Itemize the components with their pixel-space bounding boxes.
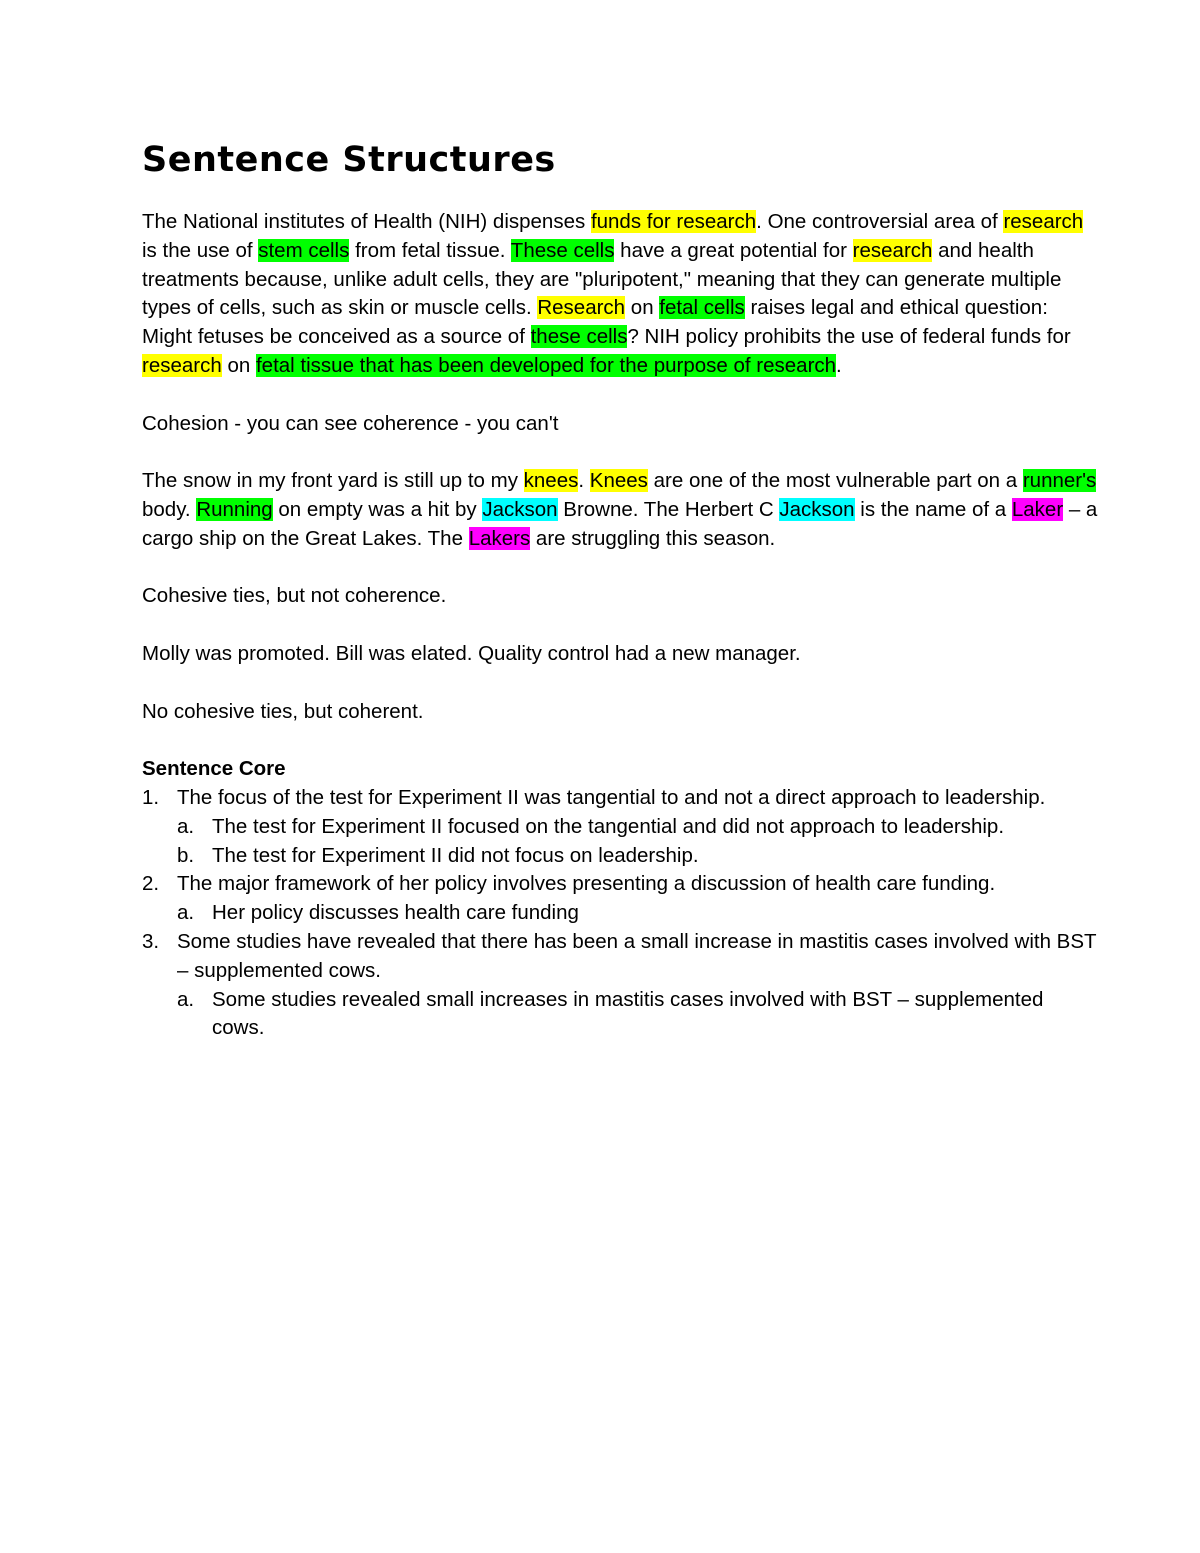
highlight-green: runner's — [1022, 469, 1097, 493]
text-run: and health treatments because, unlike adult cells, they are "pluripotent," meaning that they can generate multiple types of cells, such as skin or muscle cells. — [142, 238, 1062, 320]
text-run: have a great potential for — [614, 238, 853, 262]
spacer — [142, 611, 1100, 640]
list-item-text: The focus of the test for Experiment II was tangential to and not a direct approach to leadership. — [177, 785, 1046, 809]
sub-list-item — [142, 813, 1100, 842]
highlight-cyan: Jackson — [482, 497, 558, 521]
text-run: on — [625, 296, 660, 320]
list-item-text: Some studies have revealed that there has been a small increase in mastitis cases involved with BST – supplemented cows. — [177, 929, 1097, 982]
spacer — [142, 381, 1100, 410]
list-number: 3. — [142, 929, 160, 953]
sub-list-item-text: Some studies revealed small increases in mastitis cases involved with BST – supplemented cows. — [212, 987, 1044, 1040]
text-run: The National institutes of Health (NIH) dispenses — [142, 210, 591, 233]
highlight-magenta: Laker — [1011, 497, 1064, 521]
sentence-core-list — [142, 784, 1100, 1043]
list-item — [142, 870, 1100, 899]
text-run: are one of the most vulnerable part on a — [647, 469, 1023, 493]
text-run: is the use of — [142, 238, 259, 262]
highlight-green: fetal tissue that has been developed for the purpose of research — [255, 353, 837, 377]
text-run: on empty was a hit by — [272, 497, 483, 521]
text-run: on — [221, 353, 256, 377]
highlight-yellow: research — [142, 353, 222, 377]
example-molly: Molly was promoted. Bill was elated. Quality control had a new manager. — [142, 641, 801, 665]
highlight-green: stem cells — [258, 238, 350, 262]
text-run: . One controversial area of — [756, 210, 1004, 233]
sub-list-item — [142, 986, 1100, 1044]
spacer — [142, 669, 1100, 698]
highlight-yellow: research — [1003, 210, 1084, 233]
text-run: . — [836, 353, 842, 377]
sub-list-letter: a. — [177, 987, 195, 1011]
sub-list-item-text: The test for Experiment II focused on the tangential and did not approach to leadership. — [212, 814, 1005, 838]
text-run: body. — [142, 497, 197, 521]
highlight-green: Running — [196, 497, 273, 521]
sub-list-letter: a. — [177, 901, 195, 925]
list-item — [142, 784, 1100, 813]
text-run: Browne. The Herbert C — [557, 497, 780, 521]
text-run: ? NIH policy prohibits the use of federal funds for — [627, 325, 1071, 349]
sub-list-item — [142, 842, 1100, 871]
section-heading-sentence-core: Sentence Core — [142, 757, 286, 781]
spacer — [142, 554, 1100, 583]
list-number: 1. — [142, 785, 160, 809]
list-number: 2. — [142, 872, 160, 896]
highlight-magenta: Lakers — [468, 526, 531, 550]
highlight-green: these cells — [530, 325, 628, 349]
spacer — [142, 438, 1100, 467]
text-run: . — [578, 469, 590, 493]
sub-list-item-text: Her policy discusses health care funding — [212, 901, 579, 925]
cohesion-line: Cohesion - you can see coherence - you can't — [142, 411, 559, 435]
spacer — [142, 726, 1100, 755]
nih-paragraph — [142, 208, 1100, 381]
note-cohesive-ties: Cohesive ties, but not coherence. — [142, 584, 447, 608]
snow-paragraph — [142, 467, 1100, 553]
text-run: raises legal and ethical question: Might fetuses be conceived as a source of — [142, 296, 1048, 349]
highlight-yellow: funds for research — [590, 210, 757, 233]
text-run: is the name of a — [854, 497, 1012, 521]
highlight-green: These cells — [510, 238, 615, 262]
sub-list-item — [142, 899, 1100, 928]
sub-list-letter: b. — [177, 843, 195, 867]
highlight-yellow: research — [852, 238, 933, 262]
list-item-text: The major framework of her policy involves presenting a discussion of health care funding. — [177, 872, 996, 896]
highlight-yellow: Knees — [589, 469, 648, 493]
highlight-cyan: Jackson — [779, 497, 855, 521]
highlight-yellow: Research — [537, 296, 626, 320]
sub-list-letter: a. — [177, 814, 195, 838]
text-run: are struggling this season. — [530, 526, 776, 550]
highlight-yellow: knees — [523, 469, 579, 493]
text-run: from fetal tissue. — [349, 238, 511, 262]
text-run: – a cargo ship on the Great Lakes. The — [142, 497, 1098, 550]
note-no-cohesive-ties: No cohesive ties, but coherent. — [142, 699, 424, 723]
list-item — [142, 928, 1100, 986]
page-title: Sentence Structures — [142, 140, 556, 180]
highlight-green: fetal cells — [659, 296, 745, 320]
sub-list-item-text: The test for Experiment II did not focus on leadership. — [212, 843, 699, 867]
text-run: The snow in my front yard is still up to my — [142, 469, 524, 493]
